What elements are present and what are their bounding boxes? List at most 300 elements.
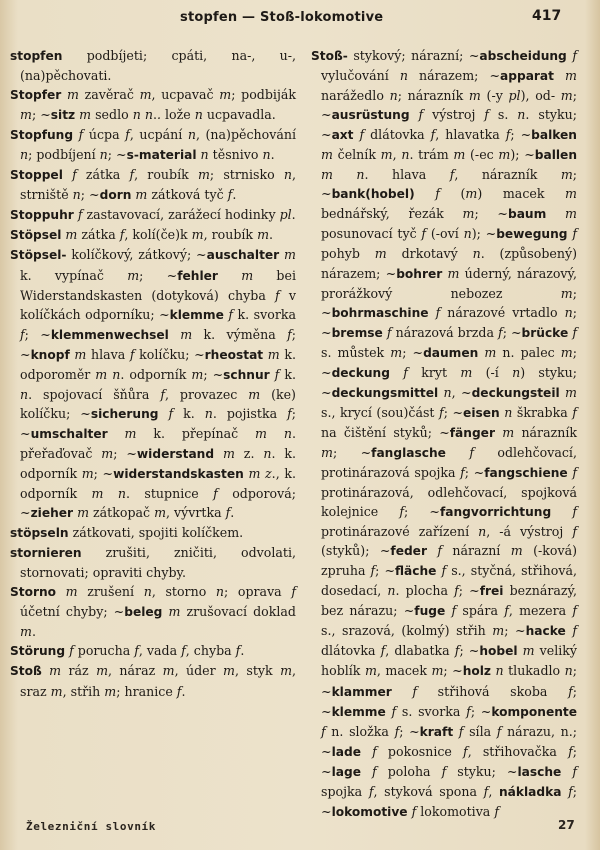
- entry-text: ) macek: [477, 186, 566, 202]
- entry-text: ; podbíjení: [28, 147, 100, 163]
- entry-text: ; ~: [464, 464, 485, 480]
- grammar-label: f: [498, 324, 503, 340]
- entry-text: ; strnisko: [209, 167, 284, 183]
- entry-text: (ke) kolíčku; ~: [20, 386, 296, 421]
- entry-text: ; ~: [80, 187, 100, 203]
- grammar-label: f: [466, 703, 471, 719]
- grammar-label: m: [321, 147, 333, 163]
- entry-text: účetní chyby; ~: [20, 604, 125, 620]
- grammar-label: f: [412, 683, 418, 699]
- entry-text: ; ~: [24, 326, 51, 342]
- grammar-label: pl: [508, 88, 521, 104]
- grammar-label: n: [517, 107, 526, 123]
- entry-text: [108, 426, 125, 441]
- entry-text: posunovací tyč: [321, 226, 422, 242]
- entry-text: , nárazník: [454, 167, 561, 183]
- entry-text: ; hranice: [116, 683, 177, 699]
- grammar-label: n: [187, 127, 196, 143]
- entry-text: ; ~: [113, 445, 137, 461]
- headword: ballen: [534, 148, 577, 163]
- headword: komponente: [491, 704, 577, 719]
- headword: bremse: [331, 325, 383, 340]
- entry-text: [361, 744, 372, 759]
- grammar-label: m: [74, 346, 87, 362]
- entry-text: na čištění styků; ~: [321, 424, 450, 440]
- grammar-label: f: [72, 167, 77, 183]
- grammar-label: m: [248, 386, 261, 402]
- grammar-label: f: [496, 723, 502, 739]
- grammar-label: n: [478, 524, 487, 540]
- entry-text: ; ~: [321, 285, 577, 320]
- entry-text: ; ~: [203, 366, 224, 382]
- headword: sitz: [50, 108, 76, 123]
- headword: holz: [462, 664, 492, 679]
- entry-text: , ~: [451, 384, 472, 400]
- entry-text: [427, 543, 437, 558]
- grammar-label: f: [391, 703, 397, 719]
- entry-text: , střih: [62, 683, 105, 699]
- page-number: 417: [532, 8, 562, 24]
- grammar-label: m: [321, 444, 333, 460]
- grammar-label: f: [572, 226, 577, 242]
- headword: Stoß: [10, 664, 42, 679]
- entry-text: pojistka: [216, 405, 288, 421]
- grammar-label: .: [156, 107, 161, 123]
- entry-text: pokosnice: [376, 743, 464, 759]
- grammar-label: f: [235, 643, 241, 659]
- entry-text: , úder: [174, 663, 224, 679]
- entry-text: poloha: [376, 763, 442, 779]
- grammar-label: n: [512, 364, 521, 380]
- entry-text: [561, 764, 572, 779]
- entry-text: dlátovka: [364, 127, 431, 143]
- entry-text: ; ~: [459, 643, 480, 659]
- entry-text: [554, 68, 565, 83]
- entry-text: ; ~: [321, 743, 577, 779]
- grammar-label: f: [69, 643, 74, 659]
- dictionary-entry: [10, 582, 296, 641]
- grammar-label: m: [139, 87, 152, 103]
- grammar-label: f: [568, 683, 573, 699]
- grammar-label: f: [399, 504, 405, 520]
- entry-text: odporník: [124, 366, 192, 382]
- entry-text: [267, 426, 284, 441]
- entry-text: ; ~: [321, 683, 577, 719]
- grammar-label: f: [469, 444, 474, 460]
- entry-text: ; ~: [399, 723, 420, 739]
- entry-text: ; nárazník: [397, 88, 469, 104]
- grammar-label: f: [181, 643, 186, 659]
- entry-text: , ucpání: [129, 127, 188, 143]
- entry-text: ; ~: [504, 623, 526, 639]
- entry-text: narážedlo: [321, 88, 390, 104]
- sheet-number: 27: [558, 818, 575, 832]
- entry-text: podbíjeti; cpáti, na-, u-, (na)pěchovati.: [20, 48, 296, 84]
- dictionary-entry: [10, 641, 296, 661]
- grammar-label: n: [204, 405, 213, 421]
- headword: Stöpsel-: [10, 248, 67, 263]
- headword: baum: [507, 207, 547, 222]
- entry-text: ; ~: [443, 404, 464, 420]
- entry-text: veliký hoblík: [321, 643, 578, 679]
- headword: Stöpsel: [10, 228, 62, 243]
- entry-text: ; ~: [93, 465, 114, 481]
- grammar-label: n: [215, 584, 225, 600]
- entry-text: , (na)pěchování: [195, 127, 296, 143]
- entry-text: ; ~: [375, 563, 396, 579]
- entry-text: škrabka: [512, 404, 573, 420]
- grammar-label: f: [435, 186, 440, 202]
- entry-text: [333, 167, 356, 182]
- grammar-label: f: [451, 603, 457, 619]
- entry-text: k. přepínač: [136, 425, 256, 441]
- grammar-label: m: [390, 344, 403, 360]
- entry-text: , vada: [138, 643, 182, 659]
- entry-text: [390, 365, 403, 380]
- dictionary-entry: [10, 46, 296, 85]
- right-column: [311, 46, 577, 822]
- grammar-label: f: [572, 404, 577, 420]
- grammar-label: f: [125, 127, 130, 143]
- dictionary-entry: [10, 661, 296, 700]
- entry-text: .: [28, 386, 33, 402]
- grammar-label: f: [176, 683, 182, 699]
- dictionary-entry: [10, 85, 296, 125]
- grammar-label: m: [431, 663, 444, 679]
- grammar-label: f: [77, 207, 83, 223]
- grammar-label: m: [20, 107, 32, 123]
- grammar-label: f: [119, 227, 125, 243]
- grammar-label: f: [572, 48, 577, 63]
- entry-text: .: [120, 366, 125, 382]
- grammar-label: f: [505, 127, 511, 143]
- headword: Stoß-: [311, 49, 348, 63]
- grammar-label: f: [458, 723, 464, 739]
- headword: fänger: [449, 425, 495, 440]
- headword: Stopfung: [10, 128, 74, 143]
- entry-text: .: [212, 405, 217, 421]
- grammar-label: f: [454, 643, 460, 659]
- entry-text: .: [31, 624, 36, 640]
- headword: frei: [479, 584, 504, 599]
- dictionary-entry: [10, 165, 296, 205]
- grammar-label: f: [411, 803, 417, 819]
- grammar-label: f: [403, 364, 408, 380]
- grammar-label: m: [492, 623, 505, 639]
- grammar-label: m: [560, 344, 573, 360]
- grammar-label: n: [356, 167, 365, 183]
- entry-text: ráz: [61, 663, 97, 679]
- entry-text: ; ~: [31, 107, 51, 123]
- grammar-label: f: [572, 524, 577, 540]
- entry-text: [169, 327, 180, 342]
- entry-text: nárazové vrtadlo: [440, 304, 565, 320]
- headword: fläche: [395, 564, 437, 579]
- entry-text: s., styčná, střihová, dosedací,: [321, 563, 577, 599]
- entry-text: [551, 504, 572, 519]
- entry-text: ; ~: [321, 344, 577, 380]
- entry-text: ; ~: [404, 504, 440, 520]
- entry-text: , dlabatka: [385, 643, 455, 659]
- grammar-label: f: [287, 405, 292, 421]
- grammar-label: n: [401, 147, 410, 163]
- entry-text: .: [232, 187, 237, 203]
- headword: fanglasche: [371, 445, 446, 460]
- printer-signature: Železniční slovník: [26, 820, 157, 833]
- entry-text: n. palec: [496, 344, 561, 360]
- entry-text: , styk: [234, 663, 281, 679]
- entry-text: k. výměna: [192, 326, 288, 342]
- entry-text: [429, 305, 436, 320]
- entry-text: porucha: [73, 643, 135, 659]
- grammar-label: m: [447, 265, 460, 281]
- grammar-label: n: [283, 425, 292, 441]
- entry-text: s., krycí (sou)část: [321, 404, 440, 420]
- entry-text: ; ~: [443, 663, 463, 679]
- grammar-label: m: [66, 87, 79, 103]
- entry-text: zátkopač: [89, 505, 155, 521]
- dictionary-entry: [10, 523, 296, 543]
- entry-text: [218, 268, 241, 283]
- grammar-label: f: [568, 743, 573, 759]
- entry-text: plocha: [399, 583, 455, 599]
- entry-text: .: [364, 167, 369, 183]
- grammar-label: m: [154, 505, 167, 521]
- grammar-label: m: [168, 604, 181, 620]
- grammar-label: m: [560, 285, 573, 301]
- grammar-label: m: [280, 663, 293, 679]
- headword: bohrer: [396, 266, 443, 281]
- entry-text: lože: [161, 107, 195, 123]
- dictionary-entry: [10, 125, 296, 165]
- entry-text: , roubík: [134, 167, 198, 183]
- grammar-label: m: [162, 663, 175, 679]
- entry-text: ; ~: [458, 583, 480, 599]
- entry-text: spára: [456, 603, 505, 619]
- entry-text: [546, 206, 565, 221]
- headword: zieher: [30, 506, 74, 521]
- entry-text: , -á výstroj: [486, 524, 573, 540]
- entry-text: beznárazý, bez nárazu; ~: [321, 583, 577, 619]
- grammar-label: m: [50, 683, 63, 699]
- entry-text: k. odporník: [20, 445, 296, 481]
- headword: eisen: [463, 405, 500, 420]
- dictionary-entry: [10, 225, 296, 245]
- entry-text: ; podbiják: [231, 87, 296, 103]
- grammar-label: f: [572, 464, 577, 480]
- grammar-label: f: [380, 643, 386, 659]
- entry-text: , strniště: [20, 167, 296, 203]
- grammar-label: m: [364, 663, 377, 679]
- grammar-label: f: [225, 505, 231, 521]
- entry-text: ; ~: [321, 167, 578, 202]
- headword: stopfen: [10, 49, 63, 63]
- entry-text: , náraz: [108, 663, 163, 679]
- grammar-label: m: [65, 584, 78, 600]
- grammar-label: m: [565, 206, 577, 222]
- entry-text: ; ~: [402, 344, 424, 360]
- grammar-label: n: [72, 187, 81, 203]
- grammar-label: m: [135, 187, 148, 203]
- entry-text: zátková tyč: [147, 187, 228, 203]
- entry-text: protinárazové zařízení: [321, 524, 479, 540]
- grammar-label: f: [78, 127, 84, 143]
- grammar-label: f: [274, 366, 280, 382]
- grammar-label: m: [267, 346, 280, 362]
- entry-text: hlava: [86, 346, 130, 362]
- entry-text: zastavovací, zarážecí hodinky: [82, 207, 280, 223]
- entry-text: ; ~: [139, 267, 178, 283]
- entry-text: .: [270, 147, 275, 163]
- entry-text: styku; ~: [321, 107, 577, 143]
- grammar-label: z: [265, 465, 272, 481]
- headword: knopf: [30, 347, 70, 362]
- dictionary-entry: [10, 543, 296, 582]
- headword: deckungsmittel: [331, 385, 439, 400]
- entry-text: ,: [392, 147, 402, 163]
- entry-text: ; ~: [502, 324, 522, 340]
- grammar-label: m: [468, 88, 481, 104]
- grammar-label: f: [129, 346, 135, 362]
- headword: fangschiene: [484, 465, 568, 480]
- grammar-label: m: [191, 227, 204, 243]
- entry-text: kolíčku; ~: [134, 346, 205, 362]
- grammar-label: f: [454, 583, 459, 599]
- entry-text: (-oví: [426, 226, 464, 242]
- grammar-label: m: [101, 445, 114, 461]
- grammar-label: m: [96, 663, 109, 679]
- grammar-label: f: [421, 226, 427, 242]
- entry-text: .: [230, 505, 235, 521]
- grammar-label: n: [20, 147, 29, 163]
- entry-text: trám: [413, 147, 454, 163]
- entry-text: ; ~: [474, 206, 508, 222]
- grammar-label: f: [441, 763, 447, 779]
- headword: bank(hobel): [331, 187, 415, 202]
- entry-text: .: [125, 486, 130, 502]
- entry-text: čelník: [332, 147, 381, 163]
- running-head: stopfen — Stoß-lokomotive: [180, 10, 384, 25]
- grammar-label: m: [77, 505, 90, 521]
- entry-text: (styků); ~: [321, 543, 391, 559]
- grammar-label: n: [132, 107, 141, 123]
- entry-text: (-í: [472, 364, 513, 380]
- entry-text: , chyba: [185, 643, 236, 659]
- entry-text: zátka: [77, 227, 120, 243]
- entry-text: zátka: [76, 167, 130, 183]
- grammar-label: m: [180, 326, 193, 342]
- entry-text: nárazem; ~: [407, 68, 501, 84]
- entry-text: stupnice: [129, 486, 214, 502]
- entry-text: ; ~: [321, 88, 577, 123]
- headword: klemme: [331, 704, 386, 719]
- grammar-label: m: [49, 663, 62, 679]
- headword: lade: [331, 744, 361, 759]
- grammar-label: m: [453, 147, 466, 163]
- headword: fangvorrichtung: [439, 505, 552, 520]
- headword: widerstand: [136, 446, 215, 461]
- grammar-label: n: [263, 445, 272, 461]
- headword: lokomotive: [331, 804, 408, 819]
- entry-text: , kolí(če)k: [124, 227, 192, 243]
- page-header: [0, 6, 600, 32]
- entry-text: , sraz: [20, 663, 297, 699]
- grammar-label: n: [443, 384, 452, 400]
- page-footer: [0, 818, 600, 844]
- headword: Stoppuhr: [10, 208, 74, 223]
- grammar-label: f: [483, 783, 489, 799]
- entry-text: stykový; nárazní; ~: [347, 48, 480, 63]
- grammar-label: m: [20, 624, 32, 640]
- grammar-label: m: [65, 227, 78, 243]
- entry-text: odlehčovací, protinárazová spojka: [321, 444, 577, 480]
- grammar-label: n: [472, 246, 481, 262]
- grammar-label: f: [572, 324, 577, 340]
- grammar-label: n: [143, 584, 152, 600]
- grammar-label: f: [160, 386, 165, 402]
- entry-text: nárazník: [514, 424, 577, 440]
- entry-text: tlukadlo: [503, 663, 565, 679]
- grammar-label: m: [560, 167, 573, 183]
- grammar-label: f: [368, 783, 374, 799]
- entry-text: .: [240, 643, 245, 659]
- grammar-label: n: [399, 68, 408, 84]
- entry-text: k.: [279, 366, 296, 382]
- grammar-label: n: [504, 404, 513, 420]
- grammar-label: m: [460, 364, 473, 380]
- grammar-label: f: [370, 563, 376, 579]
- entry-text: ; ~: [321, 304, 577, 340]
- entry-text: n. složka: [325, 723, 395, 739]
- grammar-label: m: [565, 68, 577, 84]
- entry-text: (způsobený) nárazem; ~: [321, 246, 577, 281]
- entry-text: odporová; ~: [20, 486, 296, 521]
- headword: Stopfer: [10, 88, 62, 103]
- grammar-label: m: [222, 445, 235, 461]
- grammar-label: m: [81, 465, 94, 481]
- entry-text: ); ~: [510, 147, 535, 163]
- entry-text: ucpavadla.: [202, 107, 276, 123]
- entry-text: spojka: [321, 783, 369, 799]
- entry-text: sedlo: [91, 107, 133, 123]
- headword: hacke: [525, 624, 566, 639]
- grammar-label: m: [380, 147, 393, 163]
- grammar-label: f: [460, 464, 465, 480]
- grammar-label: f: [568, 783, 573, 799]
- grammar-label: n: [144, 107, 153, 123]
- grammar-label: f: [228, 306, 234, 322]
- entry-text: zavěrač: [78, 87, 140, 103]
- entry-text: ,: [488, 783, 499, 799]
- entry-text: vylučování: [321, 68, 400, 84]
- entry-text: síla: [463, 723, 497, 739]
- headword: balken: [531, 128, 577, 143]
- entry-text: s., srazová, (kolmý) střih: [321, 623, 493, 639]
- headword: widerstandskasten: [113, 466, 244, 481]
- grammar-label: m: [219, 87, 232, 103]
- grammar-label: m: [498, 147, 511, 163]
- entry-text: , roubík: [203, 227, 258, 243]
- entry-text: ; ~: [332, 444, 372, 460]
- entry-text: , provazec: [165, 386, 249, 402]
- entry-text: , střihovačka: [467, 743, 569, 759]
- grammar-label: m: [374, 246, 387, 262]
- grammar-label: f: [321, 723, 326, 739]
- grammar-label: f: [504, 603, 509, 619]
- grammar-label: m: [484, 344, 497, 360]
- entry-text: .: [152, 107, 157, 123]
- grammar-label: n: [117, 486, 126, 502]
